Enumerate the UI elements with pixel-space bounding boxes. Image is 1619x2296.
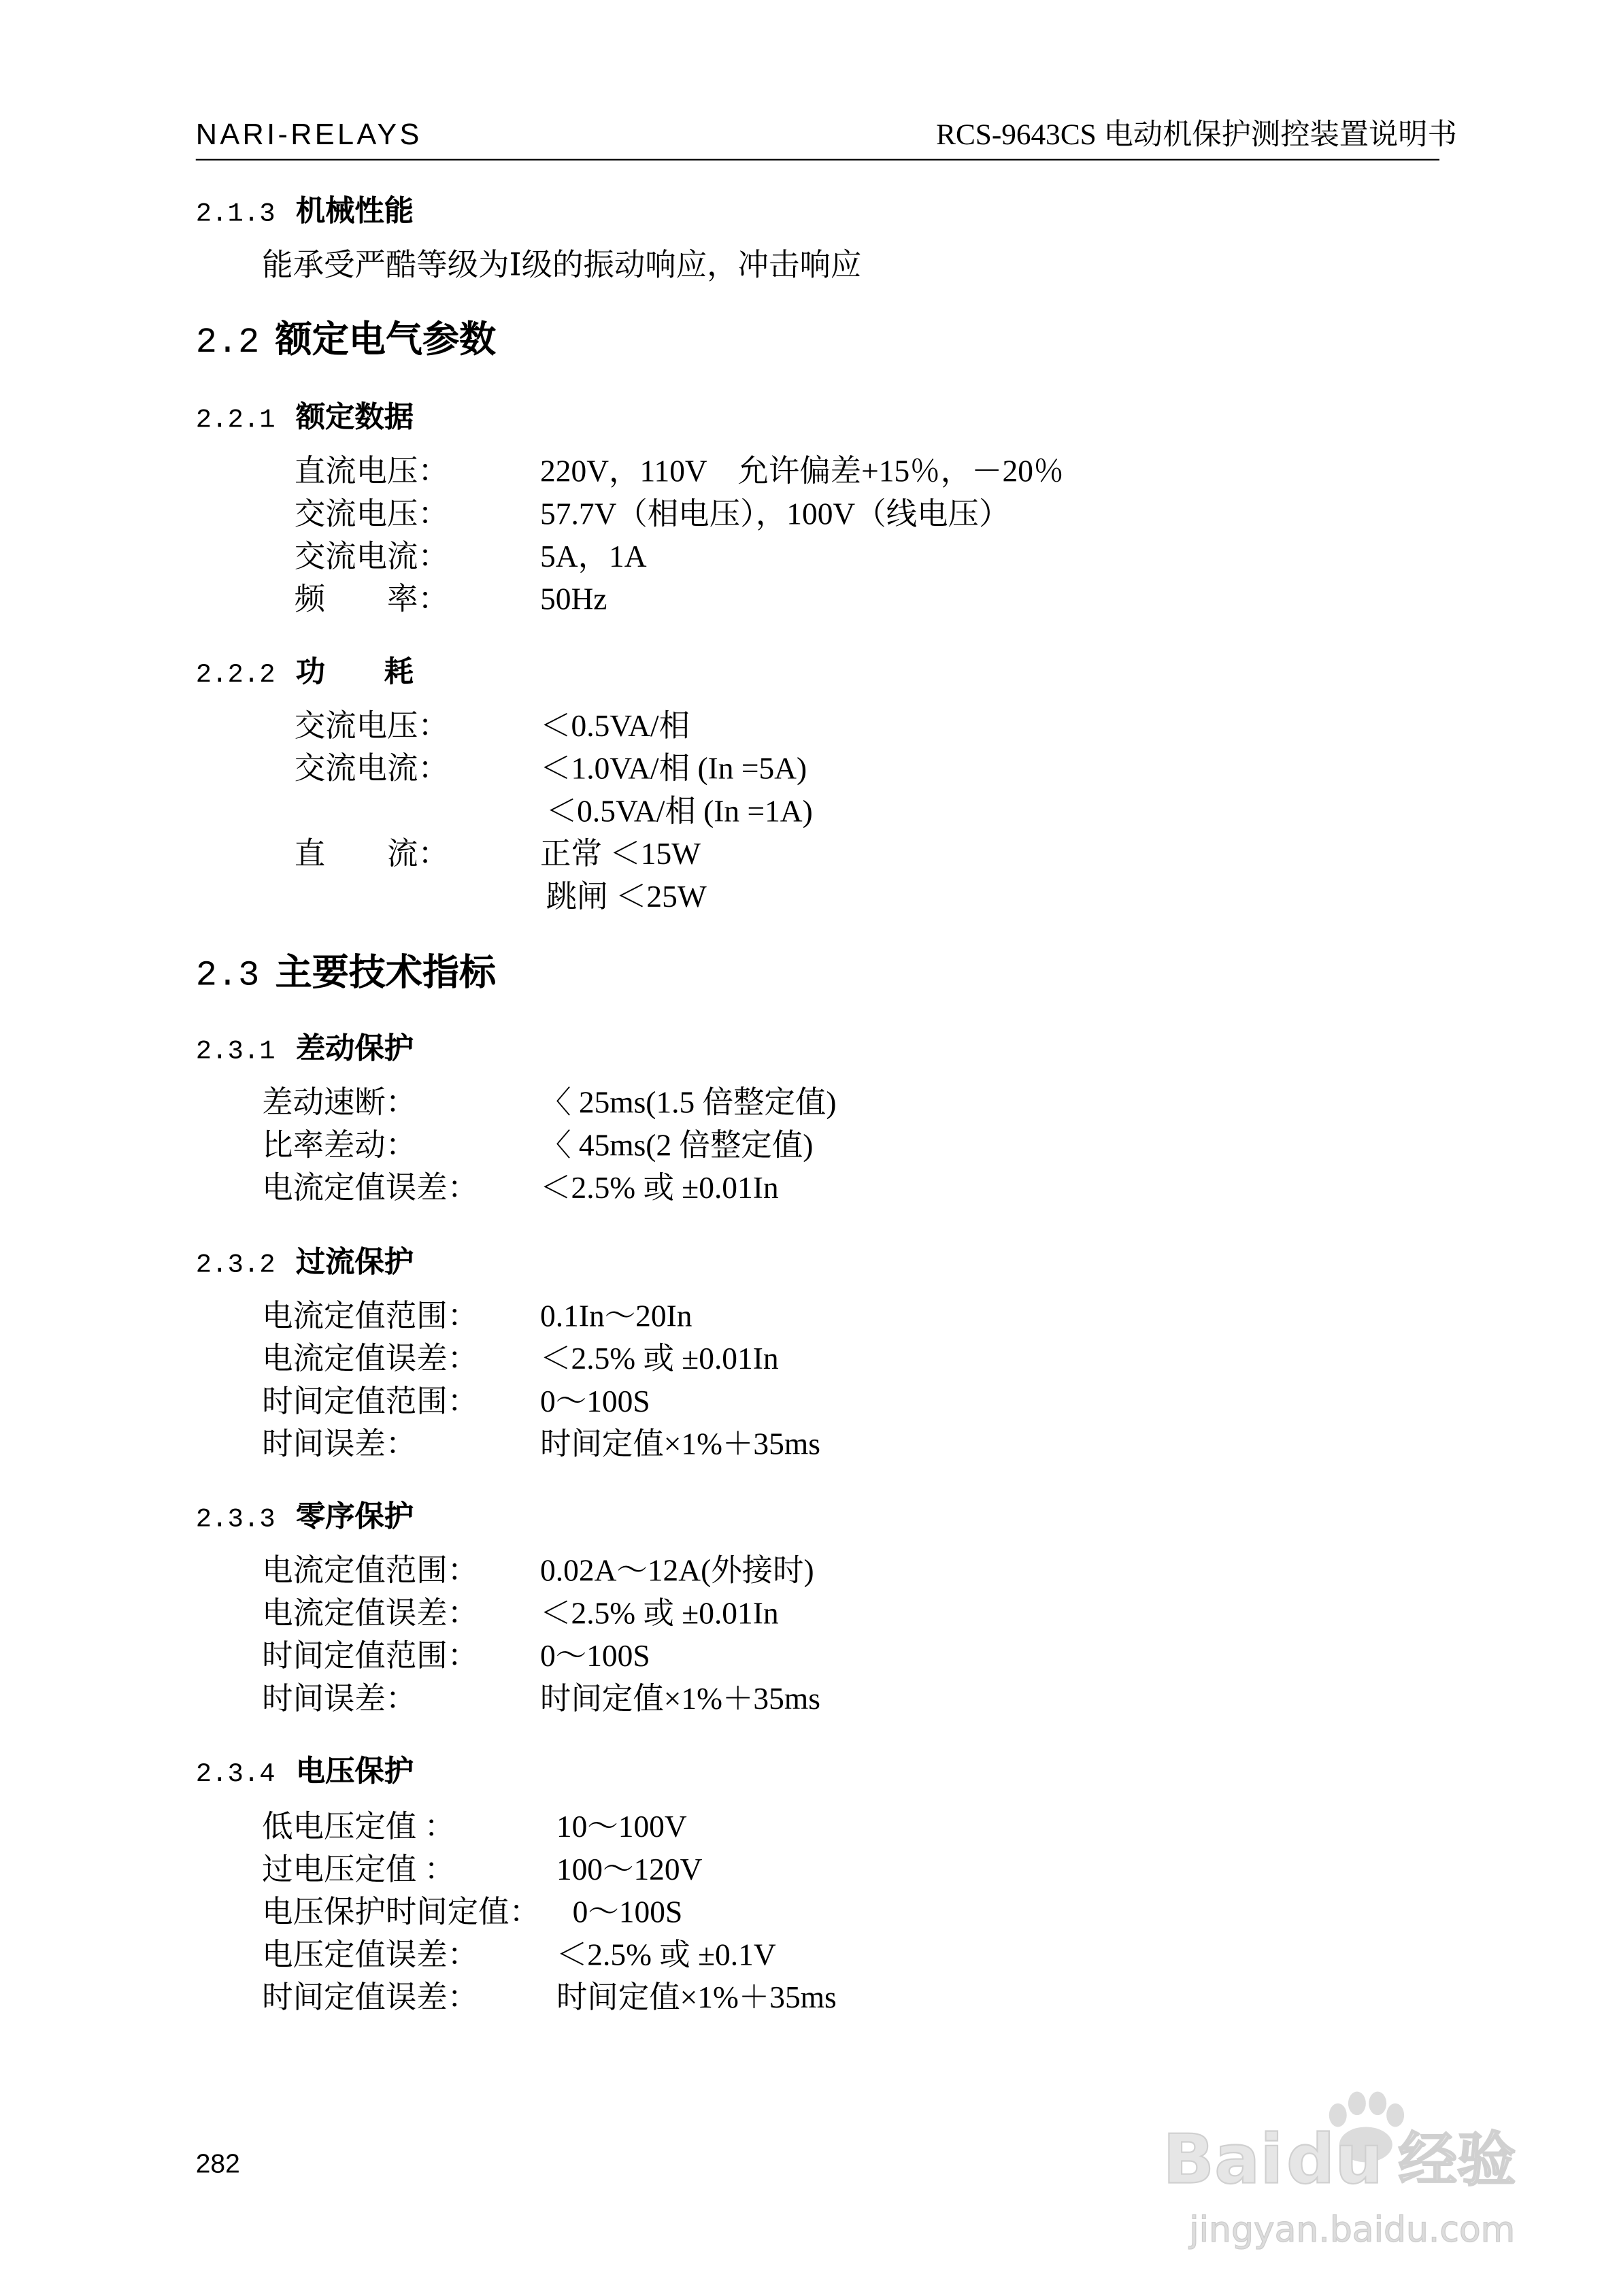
spec-value: 5A，1A — [540, 538, 647, 574]
spec-label: 电流定值范围： — [262, 1552, 479, 1588]
spec-value: 0.1In～20In — [540, 1298, 692, 1334]
spec-label: 交流电压： — [294, 708, 449, 744]
spec-value: 50Hz — [540, 581, 607, 617]
baidu-paw-logo-icon — [1145, 2068, 1586, 2289]
spec-value: ＜2.5% 或 ±0.01In — [540, 1341, 779, 1377]
spec-label: 电流定值误差： — [262, 1595, 479, 1631]
heading-2-3-1 — [195, 1030, 414, 1067]
spec-label: 电流定值误差： — [262, 1170, 479, 1206]
spec-value: 100～120V — [556, 1851, 703, 1887]
spec-value: 0.02A～12A(外接时) — [540, 1552, 814, 1588]
baidu-jingyan-watermark — [1145, 2068, 1586, 2289]
svg-text:经验: 经验 — [1398, 2126, 1516, 2195]
spec-value: 时间定值×1%＋35ms — [540, 1680, 820, 1716]
spec-label: 频 率： — [294, 581, 449, 617]
heading-title: 零序保护 — [295, 1498, 414, 1534]
spec-label: 时间定值范围： — [262, 1638, 479, 1674]
heading-2-2-1 — [195, 399, 414, 436]
heading-title: 主要技术指标 — [275, 950, 497, 994]
spec-label: 电流定值范围： — [262, 1298, 479, 1334]
svg-text:du: du — [1286, 2120, 1384, 2199]
spec-value: 跳闸 ＜25W — [546, 878, 707, 914]
spec-label: 过电压定值 ： — [262, 1851, 456, 1887]
heading-number: 2.2.1 — [195, 406, 276, 436]
spec-label: 差动速断： — [262, 1084, 417, 1120]
spec-value: ＜0.5VA/相 — [540, 708, 690, 744]
spec-label: 电流定值误差： — [262, 1341, 479, 1377]
spec-value: 正常 ＜15W — [540, 835, 701, 871]
page-number: 282 — [195, 2148, 240, 2179]
heading-number: 2.3.1 — [195, 1037, 276, 1067]
spec-value: 0～100S — [540, 1638, 650, 1674]
spec-value: ＜2.5% 或 ±0.01In — [540, 1595, 779, 1631]
svg-text:jingyan.baidu.com: jingyan.baidu.com — [1189, 2210, 1516, 2251]
header-right: RCS-9643CS 电动机保护测控装置说明书 — [936, 119, 1457, 152]
spec-value: ＜0.5VA/相 (In =1A) — [546, 793, 813, 829]
heading-number: 2.2.2 — [195, 661, 276, 691]
heading-2-3-2 — [195, 1244, 414, 1281]
spec-label: 电压保护时间定值： — [262, 1894, 541, 1930]
spec-label: 时间定值范围： — [262, 1383, 479, 1419]
spec-label: 时间定值误差： — [262, 1980, 479, 2016]
heading-title: 过流保护 — [295, 1244, 414, 1280]
header-left: NARI-RELAYS — [195, 119, 422, 152]
spec-label: 低电压定值 ： — [262, 1809, 456, 1845]
heading-title: 额定数据 — [295, 399, 414, 435]
header-rule — [196, 159, 1439, 161]
heading-2-3-3 — [195, 1498, 414, 1535]
spec-label: 交流电流： — [294, 750, 449, 786]
heading-number: 2.3.2 — [195, 1251, 276, 1281]
spec-value: 57.7V（相电压），100V（线电压） — [540, 496, 1010, 532]
svg-text:Bai: Bai — [1163, 2120, 1284, 2199]
spec-label: 电压定值误差： — [262, 1937, 479, 1973]
spec-value: ＜2.5% 或 ±0.1V — [556, 1937, 776, 1973]
spec-label: 时间误差： — [262, 1680, 417, 1716]
heading-number: 2.1.3 — [195, 200, 276, 230]
spec-label: 交流电压： — [294, 496, 449, 532]
heading-2-3 — [195, 950, 497, 997]
heading-number: 2.3.4 — [195, 1760, 276, 1790]
heading-2-1-3 — [195, 193, 414, 230]
spec-label: 直 流： — [294, 835, 449, 871]
heading-number: 2.3 — [195, 956, 260, 997]
heading-2-3-4 — [195, 1752, 414, 1790]
spec-value: 时间定值×1%＋35ms — [556, 1980, 837, 2016]
spec-value: 0～100S — [572, 1894, 683, 1930]
heading-2-2 — [195, 318, 497, 364]
heading-number: 2.3.3 — [195, 1505, 276, 1535]
spec-value: 220V，110V 允许偏差+15％，－20％ — [540, 453, 1065, 489]
spec-value: ＜1.0VA/相 (In =5A) — [540, 750, 807, 786]
paragraph-mechanical: 能承受严酷等级为Ⅰ级的振动响应，冲击响应 — [262, 247, 862, 283]
heading-title: 额定电气参数 — [275, 318, 497, 361]
heading-number: 2.2 — [195, 324, 260, 364]
spec-value: 10～100V — [556, 1809, 687, 1845]
spec-label: 直流电压： — [294, 453, 449, 489]
spec-value: 〈 25ms(1.5 倍整定值) — [540, 1084, 837, 1120]
heading-title: 功 耗 — [295, 653, 414, 689]
spec-label: 比率差动： — [262, 1127, 417, 1163]
spec-label: 时间误差： — [262, 1426, 417, 1462]
heading-title: 电压保护 — [295, 1752, 414, 1788]
spec-value: 0～100S — [540, 1383, 650, 1419]
heading-title: 机械性能 — [295, 193, 414, 229]
heading-title: 差动保护 — [295, 1030, 414, 1066]
spec-value: ＜2.5% 或 ±0.01In — [540, 1170, 779, 1206]
spec-label: 交流电流： — [294, 538, 449, 574]
spec-value: 〈 45ms(2 倍整定值) — [540, 1127, 814, 1163]
spec-value: 时间定值×1%＋35ms — [540, 1426, 820, 1462]
heading-2-2-2 — [195, 653, 414, 691]
